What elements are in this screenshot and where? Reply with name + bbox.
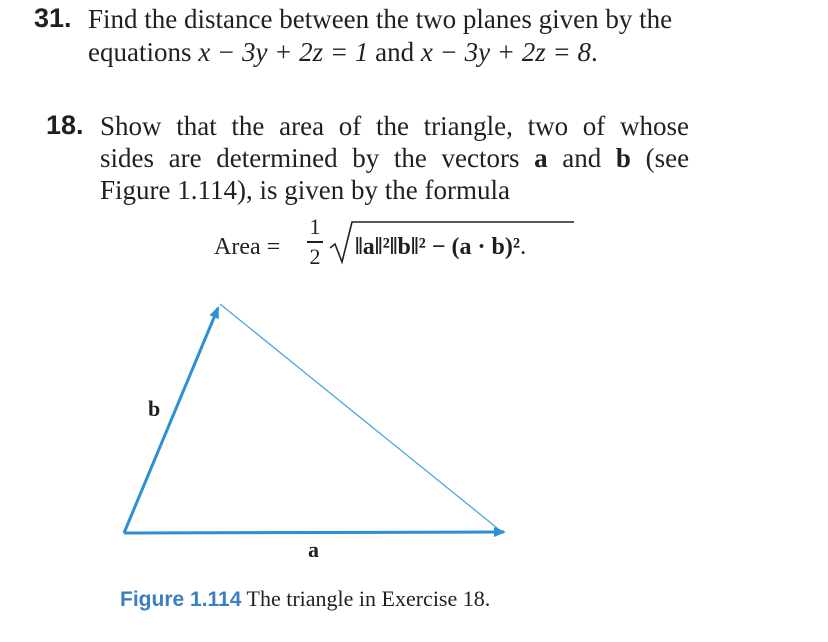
label-vector-b: b xyxy=(148,396,161,421)
exercise-18-line-3: Figure 1.114), is given by the formula xyxy=(100,175,510,205)
plane-equation-1: x − 3y + 2z = 1 xyxy=(198,37,369,67)
conjunction: and xyxy=(562,143,602,173)
vector-b: b xyxy=(615,143,631,173)
exercise-number-18: 18. xyxy=(46,110,84,140)
fraction-denominator: 2 xyxy=(309,243,321,269)
conjunction: and xyxy=(368,37,421,67)
triangle-side-c xyxy=(220,304,502,532)
vector-a: a xyxy=(534,143,548,173)
formula-period: . xyxy=(520,234,527,260)
period: . xyxy=(591,37,598,67)
figure-caption-text: The triangle in Exercise 18. xyxy=(246,586,491,611)
label-vector-a: a xyxy=(308,537,319,562)
exercise-31-line-1: Find the distance between the two planes given by the xyxy=(88,4,673,34)
formula-lhs: Area = xyxy=(214,234,281,260)
exercise-18-text: sides are determined by the vectors xyxy=(100,143,520,173)
exercise-number-31: 31. xyxy=(34,3,72,33)
radicand-expression: ‖a‖²‖b‖² − (a · b)² xyxy=(355,234,521,260)
exercise-31-text: equations xyxy=(88,37,199,67)
vector-a-arrow xyxy=(124,532,504,533)
figure-caption xyxy=(120,586,490,612)
vector-b-arrow xyxy=(124,308,218,533)
fraction-numerator: 1 xyxy=(309,214,321,239)
exercise-18-line-1: Show that the area of the triangle, two of whose xyxy=(100,111,689,141)
plane-equation-2: x − 3y + 2z = 8 xyxy=(420,37,591,67)
see-text: (see xyxy=(645,143,690,173)
figure-number: Figure 1.114 xyxy=(120,588,242,611)
